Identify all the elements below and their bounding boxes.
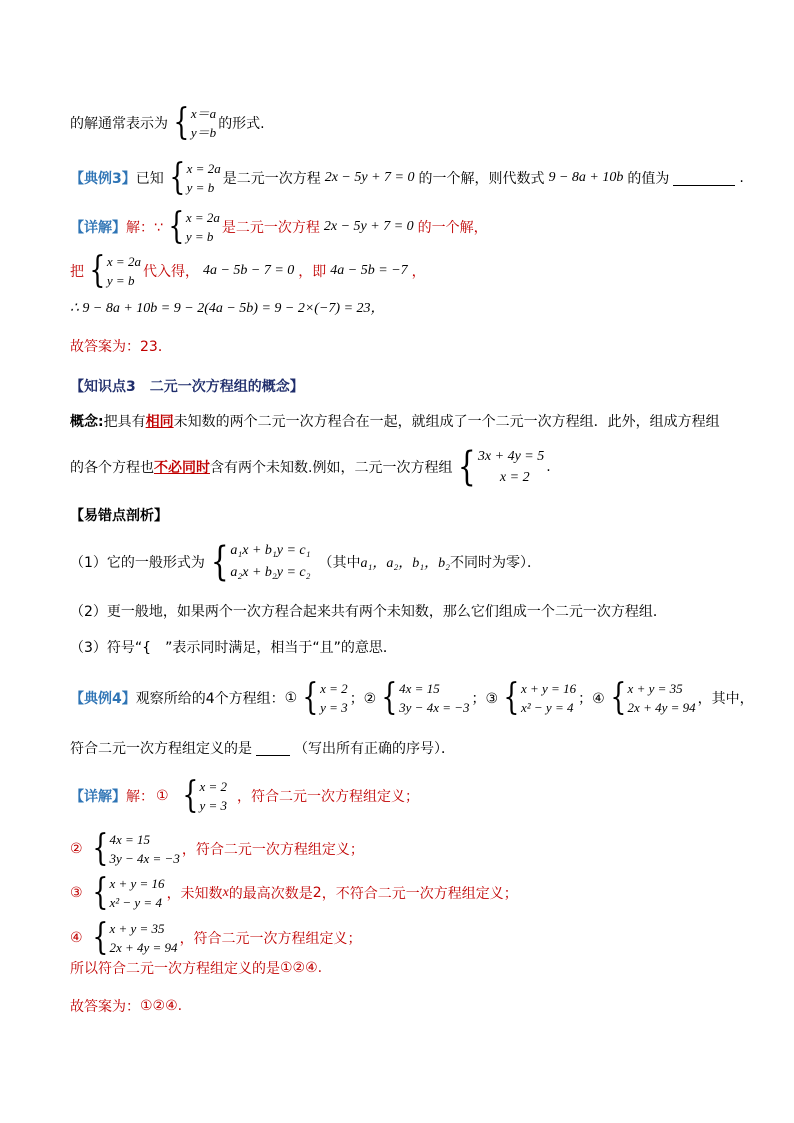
variables: a₁，a₂，b₁，b₂ xyxy=(360,556,450,571)
number: ；③ xyxy=(471,691,499,707)
text: 代入得， xyxy=(142,264,199,280)
error-point-1 xyxy=(70,540,541,584)
number: ① xyxy=(284,690,298,706)
text: 所以符合二元一次方程组定义的是 xyxy=(70,961,280,977)
equation: 4a − 5b = −7 xyxy=(330,263,408,278)
detail-4-line4 xyxy=(70,919,362,957)
answer-blank xyxy=(256,741,290,756)
number: ② xyxy=(70,841,83,857)
text: 解：∵ xyxy=(126,220,163,236)
equation: 4a − 5b − 7 = 0 xyxy=(202,263,295,278)
detail-4-line3 xyxy=(70,874,518,912)
text: 的解通常表示为 xyxy=(70,116,168,132)
variable: x xyxy=(222,885,229,900)
detail-tag: 【详解】 xyxy=(70,789,126,805)
text: . xyxy=(546,459,551,475)
equation-system: { x = 2a y = b xyxy=(168,206,220,247)
concept-label: 概念: xyxy=(70,414,104,430)
text: 已知 xyxy=(135,171,164,187)
text: （1）它的一般形式为 xyxy=(70,555,205,571)
answer-blank xyxy=(673,171,735,186)
intro-line xyxy=(70,104,265,142)
number: ；② xyxy=(349,691,377,707)
text: 的一个解， xyxy=(417,220,488,236)
text: 的一个解，则代数式 xyxy=(418,171,545,187)
example-4 xyxy=(70,679,754,717)
detail-4-answer xyxy=(70,996,182,1016)
expression: 9 − 8a + 10b xyxy=(548,170,624,185)
detail-3-answer xyxy=(70,336,172,356)
concept-line2 xyxy=(70,446,551,488)
equation-system: { x = 2a y = b xyxy=(169,157,221,198)
text: 把 xyxy=(70,264,84,280)
example-tag: 【典例4】 xyxy=(70,691,136,707)
equation-system: { 3x + 4y = 5 x = 2 xyxy=(458,444,545,490)
text: ，不符合二元一次方程组定义； xyxy=(321,886,518,902)
text: 故答案为： xyxy=(70,999,140,1015)
text: . xyxy=(317,960,323,976)
system-2: { 4x = 15 3y − 4x = −3 xyxy=(381,677,470,718)
detail-4-line2 xyxy=(70,830,364,868)
text: . xyxy=(739,170,744,186)
knowledge-point-title xyxy=(70,376,304,396)
concept-line1 xyxy=(70,411,720,431)
text: 符合二元一次方程组定义的是 xyxy=(70,741,252,757)
text: 未知数的两个二元一次方程合在一起，就组成了一个二元一次方程组．此外，组成方程组 xyxy=(173,414,720,430)
text: ，即 xyxy=(298,264,327,280)
calculation: ∴ 9 − 8a + 10b = 9 − 2(4a − 5b) = 9 − 2×(−7) = 23， xyxy=(70,301,385,316)
error-point-3 xyxy=(70,637,397,657)
text: 含有两个未知数.例如，二元一次方程组 xyxy=(210,460,453,476)
detail-3-line1 xyxy=(70,208,488,246)
text: 不同时为零）． xyxy=(449,555,541,571)
equation-system: { x = 2a y = b xyxy=(89,250,141,291)
text: ， xyxy=(411,264,426,280)
system-3: { x + y = 16 x² − y = 4 xyxy=(503,677,577,718)
equation-system: { a₁x + b₁y = c₁ a₂x + b₂y = c₂ xyxy=(210,539,311,585)
text: 观察所给的4个方程组： xyxy=(135,691,285,707)
emphasis: 不必同时 xyxy=(154,460,210,476)
text: ，符合二元一次方程组定义； xyxy=(237,789,420,805)
text: （其中 xyxy=(318,555,361,571)
error-point-2 xyxy=(70,601,667,621)
system-1: { x = 2 y = 3 xyxy=(302,677,348,718)
equation-system: { x + y = 16 x² − y = 4 xyxy=(91,872,165,913)
value: 2 xyxy=(312,885,322,901)
equation: 2x − 5y + 7 = 0 xyxy=(323,219,414,234)
text: （写出所有正确的序号）． xyxy=(294,741,455,757)
heading: 【易错点剖析】 xyxy=(70,508,168,524)
example-tag: 【典例3】 xyxy=(70,171,136,187)
equation-system: { 4x = 15 3y − 4x = −3 xyxy=(91,828,180,869)
text: 把具有 xyxy=(103,414,146,430)
text: （3）符号“{ ”表示同时满足，相当于“且”的意思． xyxy=(70,640,397,656)
system-4: { x + y = 35 2x + 4y = 94 xyxy=(610,677,696,718)
number: ；④ xyxy=(578,691,605,707)
text: （2）更一般地，如果两个一次方程合起来共有两个未知数，那么它们组成一个二元一次方程组． xyxy=(70,604,667,620)
text: 是二元一次方程 xyxy=(221,220,320,236)
equation-system: { x = 2 y = 3 xyxy=(181,775,228,816)
answer-numbers: ①②④ xyxy=(280,960,318,976)
detail-4-line1 xyxy=(70,777,419,815)
error-analysis-title xyxy=(70,505,168,525)
text: 解： xyxy=(126,789,154,805)
text: 的形式. xyxy=(218,116,265,132)
text: ，符合二元一次方程组定义； xyxy=(181,842,364,858)
answer-text: 故答案为：23． xyxy=(70,339,172,355)
detail-4-summary xyxy=(70,958,322,978)
text: 的各个方程也 xyxy=(70,460,154,476)
detail-3-line2 xyxy=(70,252,426,290)
text: 的最高次数是 xyxy=(228,886,313,902)
number: ① xyxy=(156,788,169,804)
text: . xyxy=(177,998,183,1014)
number: ④ xyxy=(70,930,83,946)
emphasis: 相同 xyxy=(145,414,174,430)
equation-system: { x + y = 35 2x + 4y = 94 xyxy=(91,917,178,958)
text: ，其中， xyxy=(697,691,754,707)
text: ，符合二元一次方程组定义； xyxy=(179,931,362,947)
equation: 2x − 5y + 7 = 0 xyxy=(324,170,415,185)
answer-numbers: ①②④ xyxy=(140,998,178,1014)
heading: 【知识点3 二元一次方程组的概念】 xyxy=(70,379,304,395)
number: ③ xyxy=(70,885,83,901)
example-4-line2 xyxy=(70,738,455,758)
detail-tag: 【详解】 xyxy=(70,220,126,236)
equation-system: { x＝a y＝b xyxy=(173,102,217,143)
text: 的值为 xyxy=(627,171,670,187)
example-3 xyxy=(70,159,744,197)
detail-3-calc xyxy=(70,297,385,317)
text: ，未知数 xyxy=(166,886,223,902)
text: 是二元一次方程 xyxy=(222,171,321,187)
